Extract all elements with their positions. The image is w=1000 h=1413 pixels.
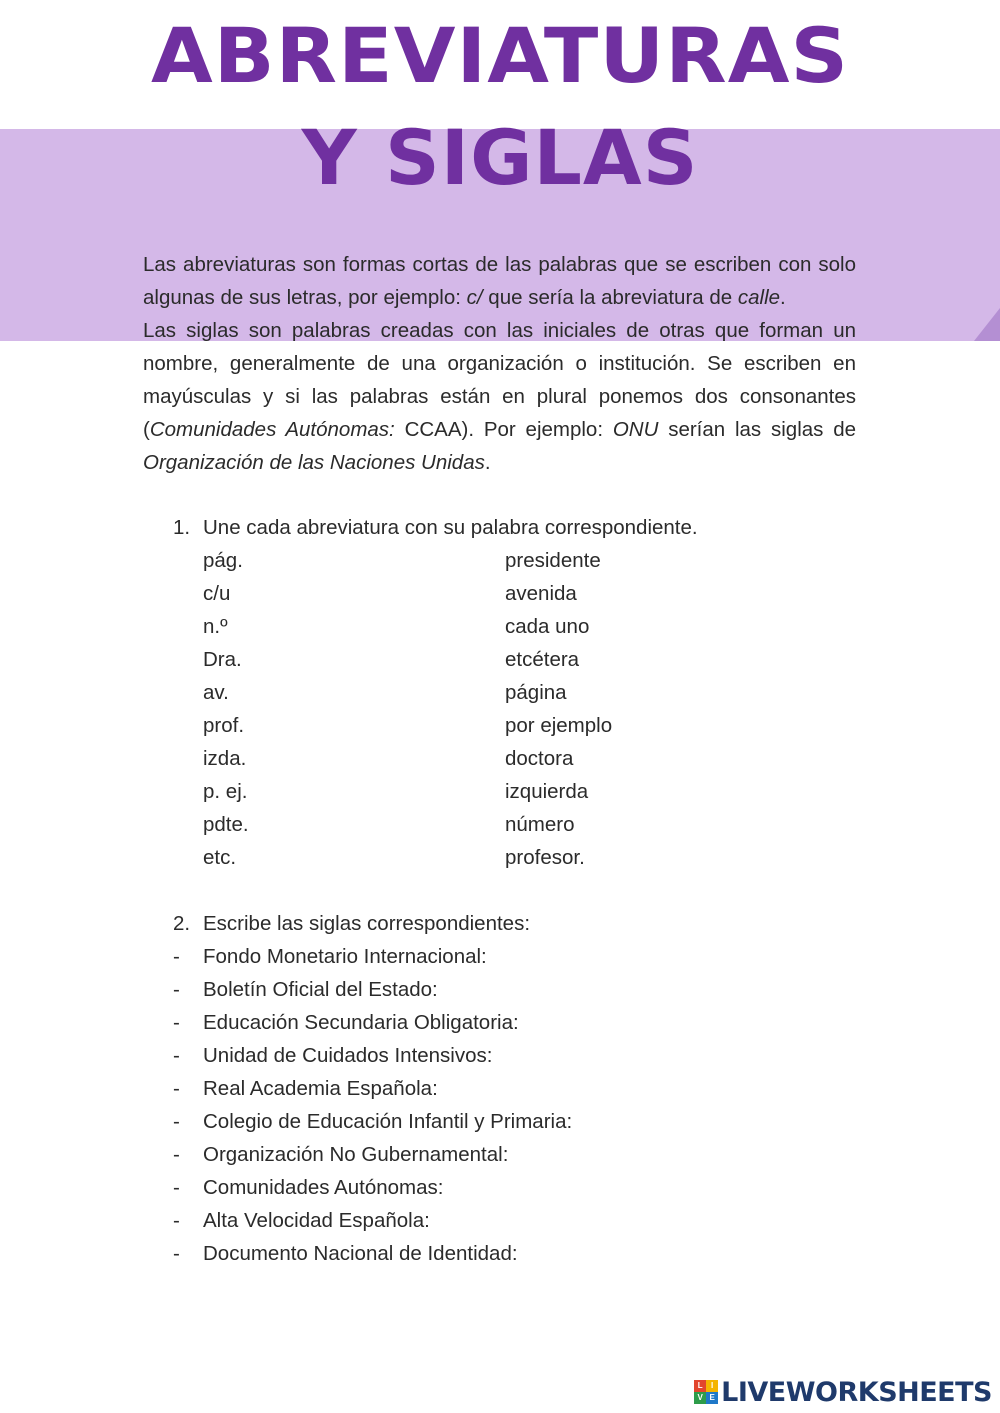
- siglas-item: [173, 1006, 873, 1039]
- list-dash: -: [173, 1209, 180, 1232]
- match-row: [203, 610, 803, 643]
- match-row: [203, 577, 803, 610]
- match-row: [203, 808, 803, 841]
- siglas-item-label: Colegio de Educación Infantil y Primaria:: [203, 1110, 573, 1133]
- full-word[interactable]: avenida: [505, 582, 577, 605]
- brand-name: LIVEWORKSHEETS: [721, 1376, 992, 1408]
- full-word[interactable]: por ejemplo: [505, 714, 613, 737]
- siglas-list: [173, 940, 873, 1270]
- full-word[interactable]: página: [505, 681, 567, 704]
- full-word[interactable]: doctora: [505, 747, 574, 770]
- siglas-item: [173, 1105, 873, 1138]
- title-line-2: Y SIGLAS: [301, 113, 699, 202]
- full-word[interactable]: izquierda: [505, 780, 589, 803]
- siglas-item-label: Real Academia Española:: [203, 1077, 438, 1100]
- siglas-item: [173, 973, 873, 1006]
- match-row: [203, 841, 803, 874]
- list-dash: -: [173, 1110, 180, 1133]
- siglas-item: [173, 940, 873, 973]
- list-dash: -: [173, 945, 180, 968]
- full-word[interactable]: etcétera: [505, 648, 580, 671]
- list-dash: -: [173, 1176, 180, 1199]
- abbreviation[interactable]: etc.: [203, 846, 237, 869]
- siglas-item-label: Boletín Oficial del Estado:: [203, 978, 438, 1001]
- siglas-item-label: Alta Velocidad Española:: [203, 1209, 430, 1232]
- logo-letter: I: [706, 1380, 718, 1392]
- siglas-item: [173, 1072, 873, 1105]
- logo-letter: V: [694, 1392, 706, 1404]
- intro-text: [143, 248, 856, 479]
- abbreviation[interactable]: n.º: [203, 615, 228, 638]
- abbreviation[interactable]: p. ej.: [203, 780, 248, 803]
- exercise-1-prompt: 1. Une cada abreviatura con su palabra correspondiente.: [173, 516, 698, 539]
- match-row: [203, 676, 803, 709]
- intro-paragraph-abreviaturas: Las abreviaturas son formas cortas de las palabras que se escriben con solo algunas de sus letras, por ejemplo: c/ que sería la abreviatura de calle.: [143, 253, 856, 309]
- siglas-item-label: Organización No Gubernamental:: [203, 1143, 509, 1166]
- match-row: [203, 544, 803, 577]
- siglas-item-label: Comunidades Autónomas:: [203, 1176, 444, 1199]
- siglas-item-label: Unidad de Cuidados Intensivos:: [203, 1044, 493, 1067]
- liveworksheets-brand: [694, 1377, 992, 1407]
- logo-letter: L: [694, 1380, 706, 1392]
- match-row: [203, 775, 803, 808]
- match-row: [203, 709, 803, 742]
- abbreviation[interactable]: izda.: [203, 747, 247, 770]
- list-dash: -: [173, 1242, 180, 1265]
- full-word[interactable]: presidente: [505, 549, 601, 572]
- exercise-2-prompt: 2. Escribe las siglas correspondientes:: [173, 912, 531, 935]
- list-dash: -: [173, 1044, 180, 1067]
- full-word[interactable]: profesor.: [505, 846, 585, 869]
- siglas-item: [173, 1204, 873, 1237]
- match-row: [203, 643, 803, 676]
- intro-paragraph-siglas: Las siglas son palabras creadas con las iniciales de otras que forman un nombre, generalmente de una organización o institución. Se escriben en mayúsculas y si las palabras están en plural ponemos dos consonantes (Comunidades Autónomas: CCAA). Por ejemplo: ONU serían las siglas de Organización de las Naciones Unidas.: [143, 319, 856, 474]
- abbreviation[interactable]: Dra.: [203, 648, 242, 671]
- siglas-item: [173, 1039, 873, 1072]
- list-dash: -: [173, 978, 180, 1001]
- full-word[interactable]: cada uno: [505, 615, 590, 638]
- list-dash: -: [173, 1011, 180, 1034]
- page-fold-corner: [974, 308, 1000, 341]
- liveworksheets-logo-icon: [694, 1380, 718, 1404]
- matching-list: [203, 544, 803, 874]
- abbreviation[interactable]: av.: [203, 681, 229, 704]
- list-dash: -: [173, 1143, 180, 1166]
- list-dash: -: [173, 1077, 180, 1100]
- abbreviation[interactable]: pdte.: [203, 813, 249, 836]
- siglas-item: [173, 1171, 873, 1204]
- logo-letter: E: [706, 1392, 718, 1404]
- abbreviation[interactable]: pág.: [203, 549, 243, 572]
- abbreviation[interactable]: prof.: [203, 714, 245, 737]
- match-row: [203, 742, 803, 775]
- siglas-item-label: Educación Secundaria Obligatoria:: [203, 1011, 519, 1034]
- siglas-item: [173, 1138, 873, 1171]
- siglas-item-label: Fondo Monetario Internacional:: [203, 945, 487, 968]
- siglas-item: [173, 1237, 873, 1270]
- abbreviation[interactable]: c/u: [203, 582, 231, 605]
- full-word[interactable]: número: [505, 813, 575, 836]
- title-line-1: ABREVIATURAS: [150, 11, 850, 100]
- siglas-item-label: Documento Nacional de Identidad:: [203, 1242, 518, 1265]
